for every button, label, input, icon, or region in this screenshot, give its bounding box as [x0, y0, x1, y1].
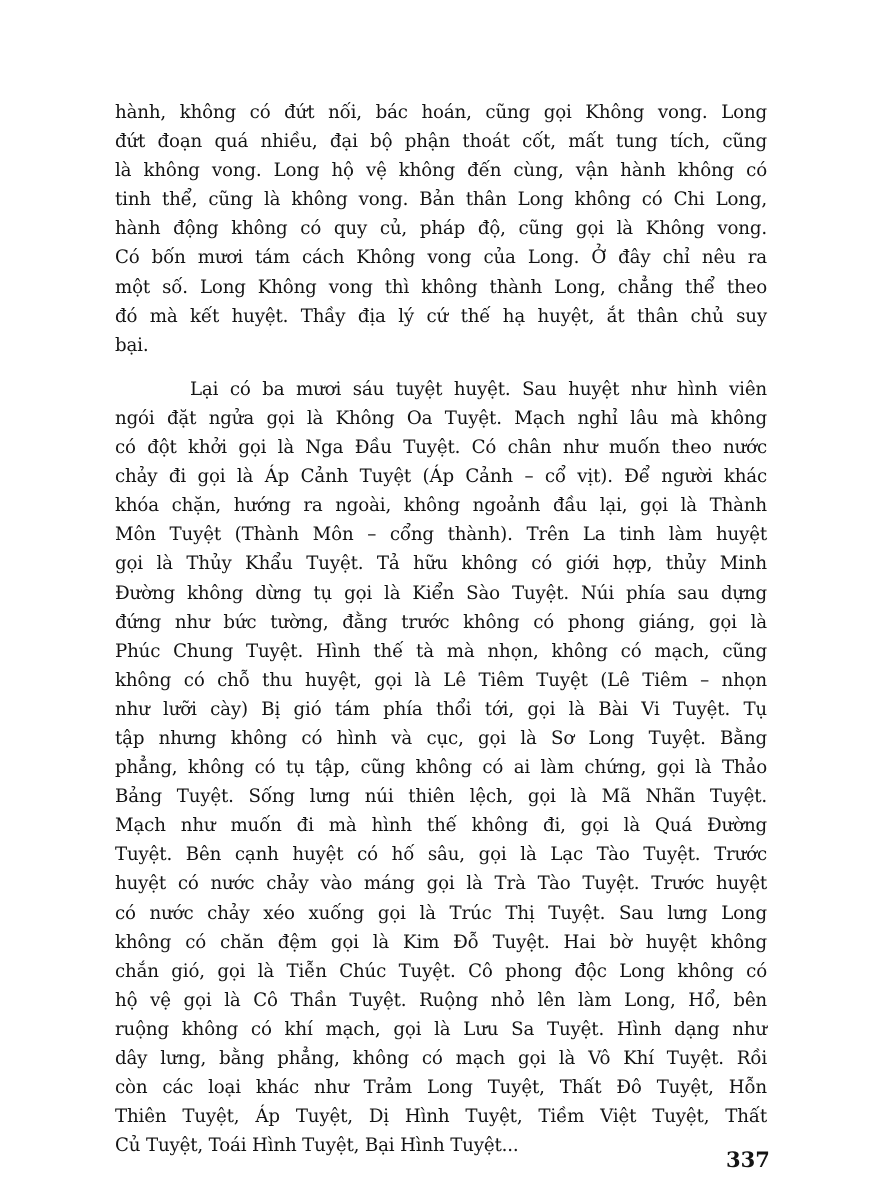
- text-line: bại.: [115, 334, 149, 356]
- text-line: Môn Tuyệt (Thành Môn – cổng thành). Trên La tinh làm huyệt: [115, 524, 767, 546]
- text-line: Thiên Tuyệt, Áp Tuyệt, Dị Hình Tuyệt, Tiềm Việt Tuyệt, Thất: [115, 1106, 767, 1128]
- text-line: còn các loại khác như Trảm Long Tuyệt, Thất Đô Tuyệt, Hỗn: [115, 1077, 767, 1099]
- text-line: tinh thể, cũng là không vong. Bản thân Long không có Chi Long,: [115, 189, 767, 211]
- paragraph-2: [115, 375, 767, 1161]
- text-line: tập nhưng không có hình và cục, gọi là Sơ Long Tuyệt. Bằng: [115, 727, 767, 749]
- text-line: hành, không có đứt nối, bác hoán, cũng gọi Không vong. Long: [115, 102, 767, 123]
- text-line: Phúc Chung Tuyệt. Hình thế tà mà nhọn, không có mạch, cũng: [115, 640, 767, 662]
- text-line: gọi là Thủy Khẩu Tuyệt. Tả hữu không có giới hợp, thủy Minh: [115, 553, 767, 575]
- text-line: đứt đoạn quá nhiều, đại bộ phận thoát cốt, mất tung tích, cũng: [115, 131, 767, 153]
- text-line: Củ Tuyệt, Toái Hình Tuyệt, Bại Hình Tuyệt...: [115, 1135, 519, 1157]
- text-line: Đường không dừng tụ gọi là Kiển Sào Tuyệt. Núi phía sau dựng: [115, 582, 767, 604]
- text-line: có đột khởi gọi là Nga Đầu Tuyệt. Có chân như muốn theo nước: [115, 437, 767, 459]
- text-line: chắn gió, gọi là Tiễn Chúc Tuyệt. Cô phong độc Long không có: [115, 960, 767, 982]
- text-line: ngói đặt ngửa gọi là Không Oa Tuyệt. Mạch nghỉ lâu mà không: [115, 407, 767, 429]
- text-line: ruộng không có khí mạch, gọi là Lưu Sa Tuyệt. Hình dạng như: [115, 1018, 767, 1040]
- text-line: Mạch như muốn đi mà hình thế không đi, gọi là Quá Đường: [115, 815, 767, 837]
- text-line: hành động không có quy củ, pháp độ, cũng gọi là Không vong.: [115, 218, 767, 240]
- text-line: không có chỗ thu huyệt, gọi là Lê Tiêm Tuyệt (Lê Tiêm – nhọn: [115, 669, 767, 691]
- text-line: Bảng Tuyệt. Sống lưng núi thiên lệch, gọi là Mã Nhãn Tuyệt.: [115, 786, 767, 808]
- page-number: 337: [726, 1147, 770, 1172]
- paragraph-1: [115, 98, 767, 360]
- text-line: khóa chặn, hướng ra ngoài, không ngoảnh đầu lại, gọi là Thành: [115, 495, 767, 517]
- text-line: đứng như bức tường, đằng trước không có phong giáng, gọi là: [115, 611, 767, 633]
- text-line: có nước chảy xéo xuống gọi là Trúc Thị Tuyệt. Sau lưng Long: [115, 902, 767, 924]
- text-line: đó mà kết huyệt. Thầy địa lý cứ thế hạ huyệt, ắt thân chủ suy: [115, 305, 767, 327]
- text-line: Tuyệt. Bên cạnh huyệt có hố sâu, gọi là Lạc Tào Tuyệt. Trước: [115, 844, 767, 866]
- text-line: Có bốn mươi tám cách Không vong của Long. Ở đây chỉ nêu ra: [115, 247, 767, 269]
- page-body-text: [115, 98, 767, 1160]
- text-line: Lại có ba mươi sáu tuyệt huyệt. Sau huyệt như hình viên: [190, 378, 767, 400]
- text-line: không có chăn đệm gọi là Kim Đỗ Tuyệt. Hai bờ huyệt không: [115, 931, 767, 953]
- text-line: huyệt có nước chảy vào máng gọi là Trà Tào Tuyệt. Trước huyệt: [115, 873, 767, 895]
- text-line: hộ vệ gọi là Cô Thần Tuyệt. Ruộng nhỏ lên làm Long, Hổ, bên: [115, 989, 767, 1011]
- text-line: dây lưng, bằng phẳng, không có mạch gọi là Vô Khí Tuyệt. Rồi: [115, 1048, 767, 1069]
- text-line: chảy đi gọi là Áp Cảnh Tuyệt (Áp Cảnh – cổ vịt). Để người khác: [115, 466, 767, 488]
- text-line: là không vong. Long hộ vệ không đến cùng, vận hành không có: [115, 160, 767, 182]
- text-line: phẳng, không có tụ tập, cũng không có ai làm chứng, gọi là Thảo: [115, 757, 767, 779]
- text-line: một số. Long Không vong thì không thành Long, chẳng thể theo: [115, 276, 767, 298]
- paragraph-spacer: [115, 360, 767, 375]
- text-line: như lưỡi cày) Bị gió tám phía thổi tới, gọi là Bài Vi Tuyệt. Tụ: [115, 698, 767, 720]
